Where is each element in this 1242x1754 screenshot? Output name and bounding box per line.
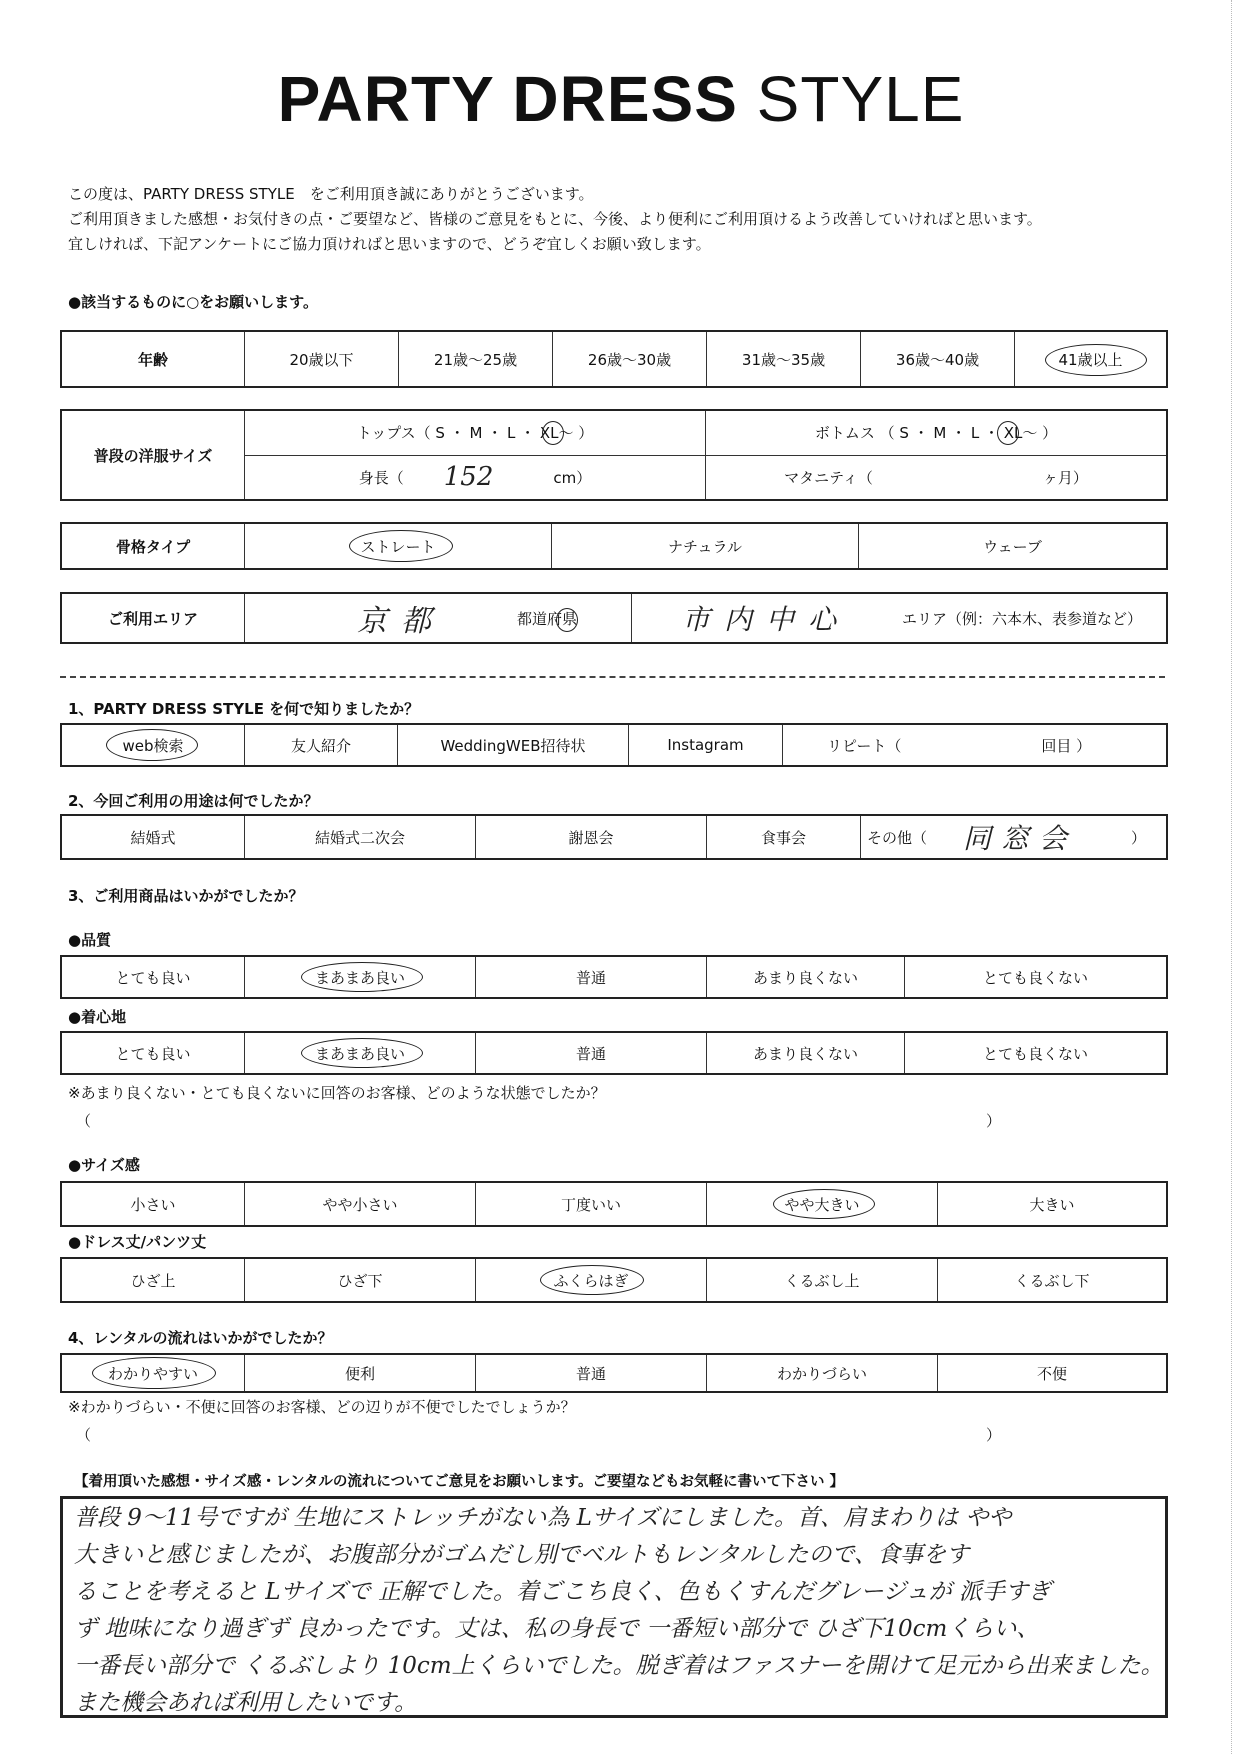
q4-table xyxy=(60,1353,1168,1393)
area-hint: エリア（例：六本木、表参道など） xyxy=(902,609,1143,628)
size-table xyxy=(60,409,1168,501)
fit-option[interactable]: やや小さい xyxy=(244,1183,475,1225)
selection-circle xyxy=(301,962,423,992)
question-2-title: 2、今回ご利用の用途は何でしたか？ xyxy=(68,792,319,810)
quality-option-label: まあまあ良い xyxy=(314,968,405,987)
selection-circle xyxy=(773,1189,875,1219)
area-label: ご利用エリア xyxy=(107,609,198,628)
frame-option-label: ストレート xyxy=(360,537,436,556)
comment-line: ることを考えると Lサイズで 正解でした。着ごこち良く、色もくすんだグレージュが 派手すぎ xyxy=(74,1579,1051,1605)
q2-other-label: その他（ xyxy=(867,828,928,847)
maternity-suffix: ヶ月） xyxy=(1042,468,1088,487)
q4-option[interactable]: 普通 xyxy=(475,1355,706,1391)
q4-option-label: わかりやすい xyxy=(107,1364,198,1383)
prefecture-field[interactable] xyxy=(244,594,631,642)
length-label: ●ドレス丈/パンツ丈 xyxy=(68,1233,207,1251)
age-option[interactable]: 26歳～30歳 xyxy=(552,332,706,386)
q1-repeat-field[interactable] xyxy=(782,725,1166,765)
quality-option[interactable]: とても良い xyxy=(115,968,191,987)
selection-circle xyxy=(301,1038,423,1068)
q4-answer-close: ） xyxy=(986,1426,1002,1444)
maternity-field[interactable] xyxy=(705,456,1166,500)
q1-option[interactable]: 友人紹介 xyxy=(244,725,397,765)
comfort-option-selected[interactable] xyxy=(244,1033,475,1073)
logo-bold-text: PARTY DRESS xyxy=(277,63,738,135)
instruction-heading: ●該当するものに○をお願いします。 xyxy=(68,293,318,311)
length-table xyxy=(60,1257,1168,1303)
question-1-title: 1、PARTY DRESS STYLE を何で知りましたか？ xyxy=(68,700,420,718)
height-prefix: 身長（ xyxy=(358,468,404,487)
comment-line: 普段 9～11号ですが 生地にストレッチがない為 Lサイズにしました。首、肩まわりは やや xyxy=(74,1505,1012,1531)
area-table xyxy=(60,592,1168,644)
age-table xyxy=(60,330,1168,388)
height-value: 152 xyxy=(443,462,494,493)
q1-repeat-suffix: 回目 ） xyxy=(1041,736,1092,755)
q1-option-label: web検索 xyxy=(122,736,184,755)
comfort-answer-open: （ xyxy=(76,1112,92,1130)
selection-circle xyxy=(542,421,564,445)
comfort-answer-close: ） xyxy=(986,1112,1002,1130)
length-option-label: ふくらはぎ xyxy=(553,1271,629,1290)
frame-option[interactable]: ウェーブ xyxy=(858,524,1166,568)
comfort-label: ●着心地 xyxy=(68,1008,127,1026)
city-field[interactable] xyxy=(631,594,1166,642)
q4-option[interactable]: 不便 xyxy=(937,1355,1166,1391)
tops-size-text: トップス（ S ・ M ・ L ・ XL～ ） xyxy=(356,424,594,443)
city-value: 市内中心 xyxy=(682,603,851,636)
age-option[interactable]: 20歳以下 xyxy=(244,332,398,386)
fit-option[interactable]: 丁度いい xyxy=(475,1183,706,1225)
fit-option-label: やや大きい xyxy=(784,1195,860,1214)
question-3-title: 3、ご利用商品はいかがでしたか？ xyxy=(68,887,304,905)
height-field[interactable] xyxy=(245,456,705,500)
q2-other-value: 同窓会 xyxy=(963,822,1078,855)
comment-line: また機会あれば利用したいです。 xyxy=(74,1690,418,1716)
bottoms-size-field[interactable] xyxy=(705,411,1166,455)
intro-line: この度は、PARTY DRESS STYLE をご利用頂き誠にありがとうございます。 xyxy=(68,185,594,203)
size-row-tops xyxy=(245,411,1166,456)
fit-option[interactable]: 大きい xyxy=(937,1183,1166,1225)
length-option[interactable]: ひざ下 xyxy=(244,1259,475,1301)
comment-line: 一番長い部分で くるぶしより 10cm上くらいでした。脱ぎ着はファスナーを開けて足元から出来ました。 xyxy=(74,1653,1164,1679)
quality-option[interactable]: あまり良くない xyxy=(706,957,904,997)
comment-line: 大きいと感じましたが、お腹部分がゴムだし別でベルトもレンタルしたので、食事をす xyxy=(74,1542,970,1568)
maternity-prefix: マタニティ（ xyxy=(784,468,873,487)
q2-option[interactable]: 食事会 xyxy=(706,816,860,858)
q4-option[interactable]: わかりづらい xyxy=(706,1355,937,1391)
comfort-option[interactable]: あまり良くない xyxy=(706,1033,904,1073)
size-grid xyxy=(244,411,1166,499)
comfort-option-label: まあまあ良い xyxy=(314,1044,405,1063)
q1-option[interactable]: WeddingWEB招待状 xyxy=(397,725,628,765)
bottoms-size-text: ボトムス （ S ・ M ・ L ・ XL～ ） xyxy=(814,424,1058,443)
q2-option[interactable]: 結婚式 xyxy=(130,828,176,847)
tops-size-field[interactable] xyxy=(245,411,705,455)
comment-line: ず 地味になり過ぎず 良かったです。丈は、私の身長で 一番短い部分で ひざ下10cmくらい、 xyxy=(74,1616,1040,1642)
logo-thin-text: STYLE xyxy=(756,63,965,135)
intro-line: 宜しければ、下記アンケートにご協力頂ければと思いますので、どうぞ宜しくお願い致します。 xyxy=(68,235,711,253)
fit-table xyxy=(60,1181,1168,1227)
q1-option-selected[interactable] xyxy=(62,725,244,765)
prefecture-suffix: 都道府県 xyxy=(517,609,578,628)
comfort-option[interactable]: とても良い xyxy=(115,1044,191,1063)
q2-other-field[interactable] xyxy=(860,816,1166,858)
height-suffix: cm） xyxy=(553,468,592,487)
length-option[interactable]: くるぶし下 xyxy=(937,1259,1166,1301)
age-option[interactable]: 31歳～35歳 xyxy=(706,332,860,386)
fit-option[interactable]: 小さい xyxy=(130,1195,176,1214)
age-option[interactable]: 21歳～25歳 xyxy=(398,332,552,386)
quality-option-selected[interactable] xyxy=(244,957,475,997)
q4-option-selected[interactable] xyxy=(62,1355,244,1391)
question-4-title: 4、レンタルの流れはいかがでしたか？ xyxy=(68,1329,333,1347)
frame-label: 骨格タイプ xyxy=(115,537,191,556)
comment-text xyxy=(74,1500,1164,1722)
age-option-selected[interactable] xyxy=(1014,332,1166,386)
age-option[interactable]: 36歳～40歳 xyxy=(860,332,1014,386)
q2-other-close: ） xyxy=(1131,828,1147,847)
q4-note: ※わかりづらい・不便に回答のお客様、どの辺りが不便でしたでしょうか？ xyxy=(68,1398,576,1416)
selection-circle xyxy=(106,729,198,761)
size-label: 普段の洋服サイズ xyxy=(93,446,213,465)
quality-table xyxy=(60,955,1168,999)
size-row-height xyxy=(245,456,1166,500)
age-label: 年齢 xyxy=(137,350,168,369)
q1-table xyxy=(60,723,1168,767)
age-option-label: 41歳以上 xyxy=(1058,350,1123,369)
q4-answer-open: （ xyxy=(76,1426,92,1444)
quality-option[interactable]: とても良くない xyxy=(904,957,1166,997)
selection-circle xyxy=(1045,344,1147,376)
q1-option[interactable]: Instagram xyxy=(628,725,782,765)
q2-option[interactable]: 結婚式二次会 xyxy=(244,816,475,858)
q4-option[interactable]: 便利 xyxy=(244,1355,475,1391)
comfort-table xyxy=(60,1031,1168,1075)
length-option[interactable]: ひざ上 xyxy=(130,1271,176,1290)
comment-heading: 【着用頂いた感想・サイズ感・レンタルの流れについてご意見をお願いします。ご要望などもお気軽に書いて下さい 】 xyxy=(74,1474,844,1490)
intro-line: ご利用頂きました感想・お気付きの点・ご要望など、皆様のご意見をもとに、今後、より便利にご利用頂けるよう改善していければと思います。 xyxy=(68,210,1042,228)
fit-option-selected[interactable] xyxy=(706,1183,937,1225)
comfort-option[interactable]: 普通 xyxy=(475,1033,706,1073)
frame-table xyxy=(60,522,1168,570)
selection-circle xyxy=(349,530,453,562)
length-option-selected[interactable] xyxy=(475,1259,706,1301)
q2-option[interactable]: 謝恩会 xyxy=(475,816,706,858)
selection-circle xyxy=(92,1357,216,1389)
length-option[interactable]: くるぶし上 xyxy=(706,1259,937,1301)
intro-text xyxy=(68,182,1042,257)
selection-circle xyxy=(997,421,1019,445)
comfort-option[interactable]: とても良くない xyxy=(904,1033,1166,1073)
prefecture-value: 京都 xyxy=(357,604,445,639)
quality-option[interactable]: 普通 xyxy=(475,957,706,997)
selection-circle xyxy=(540,1265,644,1295)
section-divider xyxy=(60,676,1165,678)
fit-label: ●サイズ感 xyxy=(68,1156,140,1174)
q2-table xyxy=(60,814,1168,860)
comfort-note: ※あまり良くない・とても良くないに回答のお客様、どのような状態でしたか？ xyxy=(68,1084,606,1102)
scan-edge xyxy=(1231,0,1236,1754)
quality-label: ●品質 xyxy=(68,931,112,949)
selection-circle xyxy=(556,608,578,632)
brand-logo xyxy=(0,62,1242,136)
q1-repeat-label: リピート（ xyxy=(827,736,902,755)
frame-option-selected[interactable] xyxy=(244,524,551,568)
frame-option[interactable]: ナチュラル xyxy=(551,524,858,568)
